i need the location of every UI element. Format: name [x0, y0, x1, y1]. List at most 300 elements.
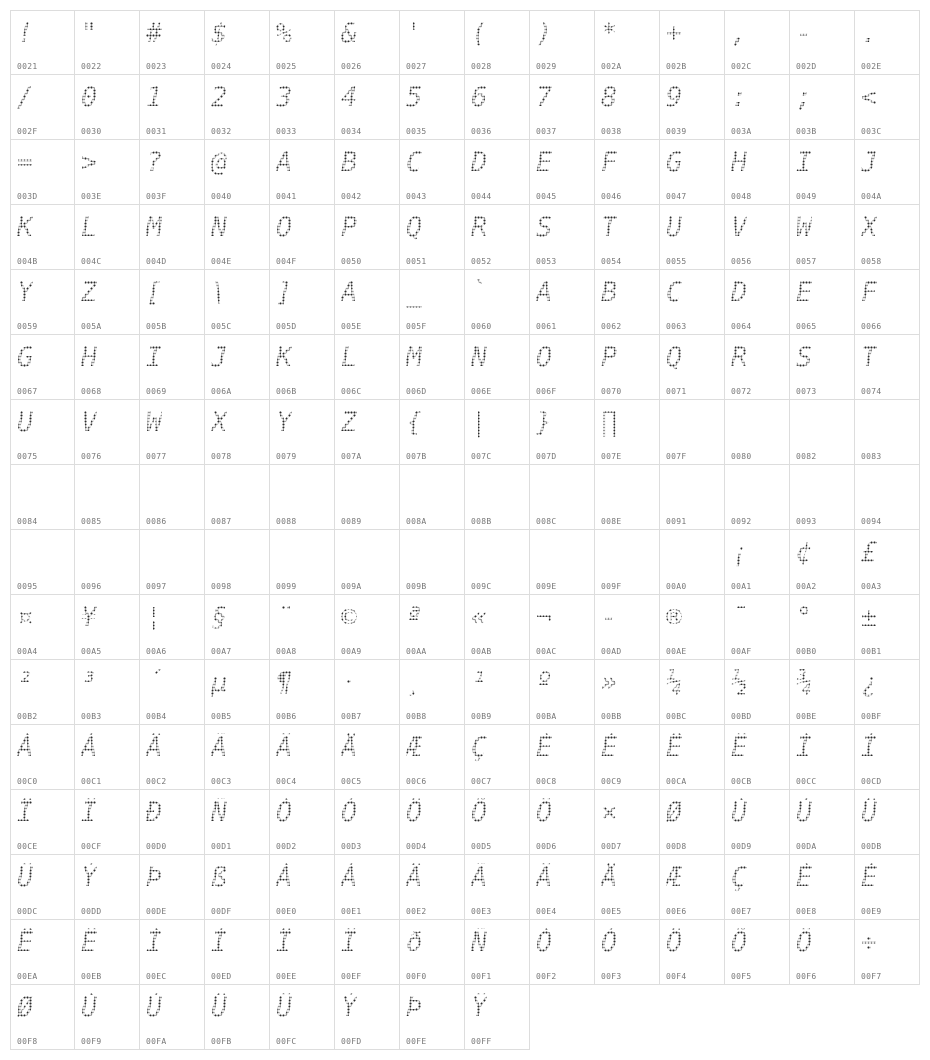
glyph-char: Æ: [406, 732, 423, 763]
glyph-cell[interactable]: [465, 725, 530, 790]
glyph-cell[interactable]: [75, 725, 140, 790]
glyph-cell[interactable]: [400, 465, 465, 530]
glyph-cell[interactable]: [530, 335, 595, 400]
glyph-cell[interactable]: [75, 530, 140, 595]
glyph-codepoint: 0094: [861, 517, 882, 526]
glyph-cell[interactable]: [530, 205, 595, 270]
glyph-cell[interactable]: [855, 465, 920, 530]
glyph-cell[interactable]: [205, 530, 270, 595]
glyph-cell[interactable]: [660, 855, 725, 920]
glyph-cell[interactable]: [790, 75, 855, 140]
glyph-char: @: [211, 147, 228, 178]
glyph-cell[interactable]: [10, 725, 75, 790]
glyph-cell[interactable]: [530, 270, 595, 335]
glyph-cell[interactable]: [790, 270, 855, 335]
glyph-cell[interactable]: [530, 10, 595, 75]
glyph-cell[interactable]: [660, 595, 725, 660]
glyph-cell[interactable]: [10, 790, 75, 855]
glyph-char: Ù: [81, 992, 98, 1023]
glyph-cell[interactable]: [400, 920, 465, 985]
glyph-cell[interactable]: [140, 270, 205, 335]
glyph-cell[interactable]: [725, 725, 790, 790]
glyph-codepoint: 00CA: [666, 777, 687, 786]
glyph-codepoint: 008B: [471, 517, 492, 526]
glyph-cell[interactable]: [140, 855, 205, 920]
glyph-cell[interactable]: [75, 660, 140, 725]
glyph-codepoint: 00CD: [861, 777, 882, 786]
glyph-cell[interactable]: [465, 985, 530, 1050]
glyph-cell[interactable]: [270, 465, 335, 530]
glyph-cell[interactable]: [725, 10, 790, 75]
glyph-cell[interactable]: [790, 595, 855, 660]
glyph-codepoint: 009C: [471, 582, 492, 591]
glyph-cell[interactable]: [595, 595, 660, 660]
glyph-cell[interactable]: [400, 660, 465, 725]
glyph-cell[interactable]: [10, 140, 75, 205]
glyph-cell[interactable]: [530, 660, 595, 725]
glyph-cell[interactable]: [75, 855, 140, 920]
glyph-cell[interactable]: [400, 790, 465, 855]
glyph-cell[interactable]: [530, 465, 595, 530]
glyph-cell[interactable]: [725, 270, 790, 335]
glyph-char: Â: [406, 862, 423, 893]
glyph-codepoint: 00B5: [211, 712, 232, 721]
glyph-char: Ï: [341, 927, 358, 958]
glyph-cell[interactable]: [270, 10, 335, 75]
glyph-char: A: [536, 277, 553, 308]
glyph-char: -: [796, 18, 813, 49]
glyph-codepoint: 00FC: [276, 1037, 297, 1046]
glyph-char: ´: [146, 667, 163, 698]
glyph-char: Z: [341, 407, 358, 438]
glyph-cell[interactable]: [855, 595, 920, 660]
glyph-cell[interactable]: [10, 920, 75, 985]
glyph-codepoint: 0060: [471, 322, 492, 331]
glyph-cell[interactable]: [595, 270, 660, 335]
glyph-cell[interactable]: [10, 270, 75, 335]
glyph-cell[interactable]: [205, 920, 270, 985]
glyph-cell[interactable]: [790, 790, 855, 855]
glyph-cell[interactable]: [205, 140, 270, 205]
glyph-char: Ñ: [471, 927, 488, 958]
glyph-cell[interactable]: [530, 400, 595, 465]
glyph-cell[interactable]: [140, 400, 205, 465]
glyph-char: !: [17, 18, 34, 49]
glyph-cell[interactable]: [335, 400, 400, 465]
glyph-cell[interactable]: [270, 400, 335, 465]
glyph-cell[interactable]: [205, 595, 270, 660]
glyph-cell[interactable]: [10, 660, 75, 725]
glyph-cell[interactable]: [660, 10, 725, 75]
glyph-cell[interactable]: [595, 205, 660, 270]
glyph-codepoint: 008A: [406, 517, 427, 526]
glyph-cell[interactable]: [855, 855, 920, 920]
glyph-cell[interactable]: [790, 10, 855, 75]
glyph-cell[interactable]: [595, 335, 660, 400]
glyph-codepoint: 0046: [601, 192, 622, 201]
glyph-cell[interactable]: [400, 10, 465, 75]
glyph-cell[interactable]: [660, 920, 725, 985]
glyph-char: ð: [406, 927, 423, 958]
glyph-codepoint: 00BF: [861, 712, 882, 721]
glyph-cell[interactable]: [465, 790, 530, 855]
glyph-cell[interactable]: [335, 75, 400, 140]
glyph-codepoint: 009F: [601, 582, 622, 591]
glyph-cell[interactable]: [270, 920, 335, 985]
glyph-cell[interactable]: [75, 75, 140, 140]
glyph-cell[interactable]: [855, 10, 920, 75]
glyph-cell[interactable]: [725, 660, 790, 725]
glyph-codepoint: 0085: [81, 517, 102, 526]
glyph-cell[interactable]: [465, 530, 530, 595]
glyph-cell[interactable]: [660, 205, 725, 270]
glyph-cell[interactable]: [335, 920, 400, 985]
glyph-cell[interactable]: [270, 660, 335, 725]
glyph-codepoint: 00A9: [341, 647, 362, 656]
glyph-codepoint: 005C: [211, 322, 232, 331]
glyph-cell[interactable]: [530, 725, 595, 790]
glyph-char: Ä: [536, 862, 553, 893]
glyph-codepoint: 0023: [146, 62, 167, 71]
glyph-cell[interactable]: [335, 465, 400, 530]
glyph-cell[interactable]: [595, 920, 660, 985]
glyph-cell[interactable]: [400, 140, 465, 205]
glyph-cell[interactable]: [595, 465, 660, 530]
glyph-cell[interactable]: [660, 140, 725, 205]
glyph-cell[interactable]: [270, 205, 335, 270]
glyph-cell[interactable]: [725, 790, 790, 855]
glyph-codepoint: 00E9: [861, 907, 882, 916]
glyph-char: Ç: [731, 862, 748, 893]
glyph-cell[interactable]: [335, 790, 400, 855]
glyph-cell[interactable]: [595, 855, 660, 920]
glyph-codepoint: 0049: [796, 192, 817, 201]
glyph-codepoint: 003C: [861, 127, 882, 136]
glyph-cell[interactable]: [335, 335, 400, 400]
glyph-cell[interactable]: [530, 920, 595, 985]
glyph-codepoint: 0045: [536, 192, 557, 201]
glyph-codepoint: 00B9: [471, 712, 492, 721]
glyph-cell[interactable]: [400, 530, 465, 595]
glyph-codepoint: 00A8: [276, 647, 297, 656]
glyph-cell[interactable]: [10, 465, 75, 530]
glyph-cell[interactable]: [140, 790, 205, 855]
glyph-codepoint: 008E: [601, 517, 622, 526]
glyph-cell[interactable]: [595, 75, 660, 140]
glyph-cell[interactable]: [140, 595, 205, 660]
glyph-char: D: [731, 277, 748, 308]
glyph-char: Y: [17, 277, 34, 308]
glyph-char: =: [17, 147, 34, 178]
glyph-cell[interactable]: [725, 140, 790, 205]
glyph-cell[interactable]: [205, 855, 270, 920]
glyph-cell[interactable]: [855, 400, 920, 465]
glyph-cell[interactable]: [140, 75, 205, 140]
glyph-cell[interactable]: [855, 75, 920, 140]
glyph-cell[interactable]: [855, 725, 920, 790]
glyph-codepoint: 00AD: [601, 647, 622, 656]
glyph-codepoint: 00DA: [796, 842, 817, 851]
glyph-cell[interactable]: [595, 10, 660, 75]
glyph-cell[interactable]: [855, 660, 920, 725]
glyph-cell[interactable]: [75, 400, 140, 465]
glyph-cell[interactable]: [725, 400, 790, 465]
glyph-cell[interactable]: [660, 335, 725, 400]
glyph-cell[interactable]: [400, 75, 465, 140]
glyph-codepoint: 00A3: [861, 582, 882, 591]
glyph-cell[interactable]: [790, 725, 855, 790]
glyph-cell[interactable]: [725, 465, 790, 530]
glyph-cell[interactable]: [75, 270, 140, 335]
glyph-cell[interactable]: [205, 465, 270, 530]
glyph-cell[interactable]: [660, 725, 725, 790]
glyph-cell[interactable]: [530, 530, 595, 595]
glyph-cell[interactable]: [205, 205, 270, 270]
glyph-char: O: [276, 212, 293, 243]
glyph-cell[interactable]: [270, 270, 335, 335]
glyph-cell[interactable]: [10, 205, 75, 270]
glyph-char: È: [796, 862, 813, 893]
glyph-cell[interactable]: [335, 530, 400, 595]
glyph-cell[interactable]: [790, 855, 855, 920]
glyph-cell[interactable]: [10, 10, 75, 75]
glyph-cell[interactable]: [660, 270, 725, 335]
glyph-cell[interactable]: [855, 205, 920, 270]
glyph-cell[interactable]: [855, 335, 920, 400]
glyph-cell[interactable]: [140, 465, 205, 530]
glyph-char: ³: [81, 667, 98, 698]
glyph-cell[interactable]: [75, 140, 140, 205]
glyph-char: P: [601, 342, 618, 373]
glyph-cell[interactable]: [10, 75, 75, 140]
glyph-cell[interactable]: [140, 140, 205, 205]
glyph-char: Ý: [81, 862, 98, 893]
glyph-cell[interactable]: [595, 660, 660, 725]
glyph-char: A: [341, 277, 358, 308]
glyph-cell[interactable]: [205, 270, 270, 335]
glyph-cell[interactable]: [725, 335, 790, 400]
glyph-codepoint: 00ED: [211, 972, 232, 981]
glyph-cell[interactable]: [335, 140, 400, 205]
glyph-cell[interactable]: [10, 400, 75, 465]
glyph-cell[interactable]: [465, 10, 530, 75]
glyph-cell[interactable]: [530, 790, 595, 855]
glyph-cell[interactable]: [790, 335, 855, 400]
glyph-cell[interactable]: [595, 140, 660, 205]
glyph-cell[interactable]: [725, 205, 790, 270]
glyph-cell[interactable]: [790, 205, 855, 270]
glyph-codepoint: 0042: [341, 192, 362, 201]
glyph-cell[interactable]: [725, 75, 790, 140]
glyph-char: +: [666, 18, 683, 49]
glyph-cell[interactable]: [595, 400, 660, 465]
glyph-cell[interactable]: [140, 725, 205, 790]
glyph-cell[interactable]: [465, 400, 530, 465]
glyph-cell[interactable]: [725, 595, 790, 660]
glyph-cell[interactable]: [205, 985, 270, 1050]
glyph-cell[interactable]: [140, 660, 205, 725]
glyph-cell[interactable]: [270, 985, 335, 1050]
glyph-cell[interactable]: [595, 530, 660, 595]
glyph-cell[interactable]: [140, 985, 205, 1050]
glyph-cell[interactable]: [75, 595, 140, 660]
glyph-cell[interactable]: [595, 790, 660, 855]
glyph-cell[interactable]: [660, 465, 725, 530]
glyph-cell[interactable]: [270, 855, 335, 920]
glyph-codepoint: 00D2: [276, 842, 297, 851]
glyph-codepoint: 0097: [146, 582, 167, 591]
glyph-cell[interactable]: [530, 75, 595, 140]
glyph-codepoint: 00A6: [146, 647, 167, 656]
glyph-cell[interactable]: [335, 270, 400, 335]
glyph-char: V: [731, 212, 748, 243]
glyph-cell[interactable]: [790, 400, 855, 465]
glyph-char: ,: [731, 18, 748, 49]
glyph-cell[interactable]: [660, 400, 725, 465]
glyph-cell[interactable]: [75, 790, 140, 855]
glyph-cell[interactable]: [335, 205, 400, 270]
glyph-cell[interactable]: [725, 920, 790, 985]
glyph-cell[interactable]: [270, 335, 335, 400]
glyph-cell[interactable]: [400, 335, 465, 400]
glyph-cell[interactable]: [465, 465, 530, 530]
glyph-cell[interactable]: [10, 530, 75, 595]
glyph-cell[interactable]: [75, 335, 140, 400]
glyph-cell[interactable]: [660, 790, 725, 855]
glyph-char: Ã: [211, 732, 228, 763]
glyph-char: Æ: [666, 862, 683, 893]
glyph-cell[interactable]: [725, 530, 790, 595]
glyph-cell[interactable]: [75, 10, 140, 75]
glyph-codepoint: 00F8: [17, 1037, 38, 1046]
glyph-cell[interactable]: [400, 400, 465, 465]
glyph-cell[interactable]: [10, 335, 75, 400]
glyph-cell[interactable]: [660, 660, 725, 725]
glyph-cell[interactable]: [400, 595, 465, 660]
glyph-codepoint: 004A: [861, 192, 882, 201]
glyph-cell[interactable]: [75, 985, 140, 1050]
glyph-cell[interactable]: [790, 920, 855, 985]
glyph-codepoint: 00A0: [666, 582, 687, 591]
glyph-codepoint: 0037: [536, 127, 557, 136]
glyph-cell[interactable]: [335, 595, 400, 660]
glyph-cell[interactable]: [270, 790, 335, 855]
glyph-cell[interactable]: [530, 595, 595, 660]
glyph-codepoint: 0089: [341, 517, 362, 526]
glyph-char: Å: [601, 862, 618, 893]
glyph-cell[interactable]: [205, 660, 270, 725]
glyph-cell[interactable]: [270, 530, 335, 595]
glyph-cell[interactable]: [10, 855, 75, 920]
glyph-cell[interactable]: [270, 140, 335, 205]
glyph-cell[interactable]: [75, 465, 140, 530]
glyph-codepoint: 00D1: [211, 842, 232, 851]
glyph-codepoint: 0070: [601, 387, 622, 396]
glyph-char: U: [17, 407, 34, 438]
glyph-cell[interactable]: [205, 335, 270, 400]
glyph-cell[interactable]: [75, 205, 140, 270]
glyph-cell[interactable]: [335, 855, 400, 920]
glyph-char: E: [796, 277, 813, 308]
glyph-codepoint: 0021: [17, 62, 38, 71]
glyph-cell[interactable]: [790, 530, 855, 595]
glyph-cell[interactable]: [335, 10, 400, 75]
glyph-cell[interactable]: [400, 985, 465, 1050]
glyph-cell[interactable]: [335, 725, 400, 790]
glyph-codepoint: 00F1: [471, 972, 492, 981]
glyph-cell[interactable]: [660, 530, 725, 595]
glyph-cell[interactable]: [140, 530, 205, 595]
glyph-codepoint: 00D5: [471, 842, 492, 851]
glyph-cell[interactable]: [400, 855, 465, 920]
glyph-codepoint: 0082: [796, 452, 817, 461]
glyph-cell[interactable]: [855, 920, 920, 985]
glyph-codepoint: 00B2: [17, 712, 38, 721]
glyph-cell[interactable]: [140, 335, 205, 400]
glyph-char: 4: [341, 82, 358, 113]
glyph-cell[interactable]: [205, 725, 270, 790]
glyph-cell[interactable]: [205, 400, 270, 465]
glyph-cell[interactable]: [790, 140, 855, 205]
glyph-cell[interactable]: [205, 10, 270, 75]
glyph-cell[interactable]: [855, 140, 920, 205]
glyph-cell[interactable]: [465, 920, 530, 985]
glyph-cell[interactable]: [855, 270, 920, 335]
glyph-cell[interactable]: [140, 920, 205, 985]
glyph-cell[interactable]: [465, 205, 530, 270]
glyph-cell[interactable]: [595, 725, 660, 790]
glyph-cell[interactable]: [205, 790, 270, 855]
glyph-cell[interactable]: [530, 855, 595, 920]
glyph-cell[interactable]: [75, 920, 140, 985]
glyph-cell[interactable]: [400, 270, 465, 335]
glyph-cell[interactable]: [400, 205, 465, 270]
glyph-cell[interactable]: [335, 985, 400, 1050]
glyph-codepoint: 00D6: [536, 842, 557, 851]
glyph-cell[interactable]: [855, 790, 920, 855]
glyph-cell[interactable]: [465, 855, 530, 920]
glyph-cell[interactable]: [855, 530, 920, 595]
glyph-cell[interactable]: [465, 660, 530, 725]
glyph-cell[interactable]: [270, 595, 335, 660]
glyph-cell[interactable]: [140, 10, 205, 75]
glyph-codepoint: 002E: [861, 62, 882, 71]
glyph-codepoint: 00FE: [406, 1037, 427, 1046]
glyph-codepoint: 0091: [666, 517, 687, 526]
glyph-cell[interactable]: [530, 140, 595, 205]
glyph-cell[interactable]: [465, 140, 530, 205]
glyph-cell[interactable]: [270, 725, 335, 790]
glyph-cell[interactable]: [465, 335, 530, 400]
glyph-cell[interactable]: [465, 595, 530, 660]
glyph-cell[interactable]: [270, 75, 335, 140]
glyph-codepoint: 0044: [471, 192, 492, 201]
glyph-cell[interactable]: [140, 205, 205, 270]
glyph-cell[interactable]: [335, 660, 400, 725]
glyph-cell[interactable]: [10, 985, 75, 1050]
glyph-cell[interactable]: [660, 75, 725, 140]
glyph-cell[interactable]: [205, 75, 270, 140]
glyph-cell[interactable]: [725, 855, 790, 920]
glyph-cell[interactable]: [10, 595, 75, 660]
glyph-cell[interactable]: [400, 725, 465, 790]
glyph-cell[interactable]: [465, 75, 530, 140]
glyph-codepoint: 0034: [341, 127, 362, 136]
glyph-codepoint: 00C2: [146, 777, 167, 786]
glyph-cell[interactable]: [790, 465, 855, 530]
glyph-cell[interactable]: [790, 660, 855, 725]
glyph-cell[interactable]: [465, 270, 530, 335]
